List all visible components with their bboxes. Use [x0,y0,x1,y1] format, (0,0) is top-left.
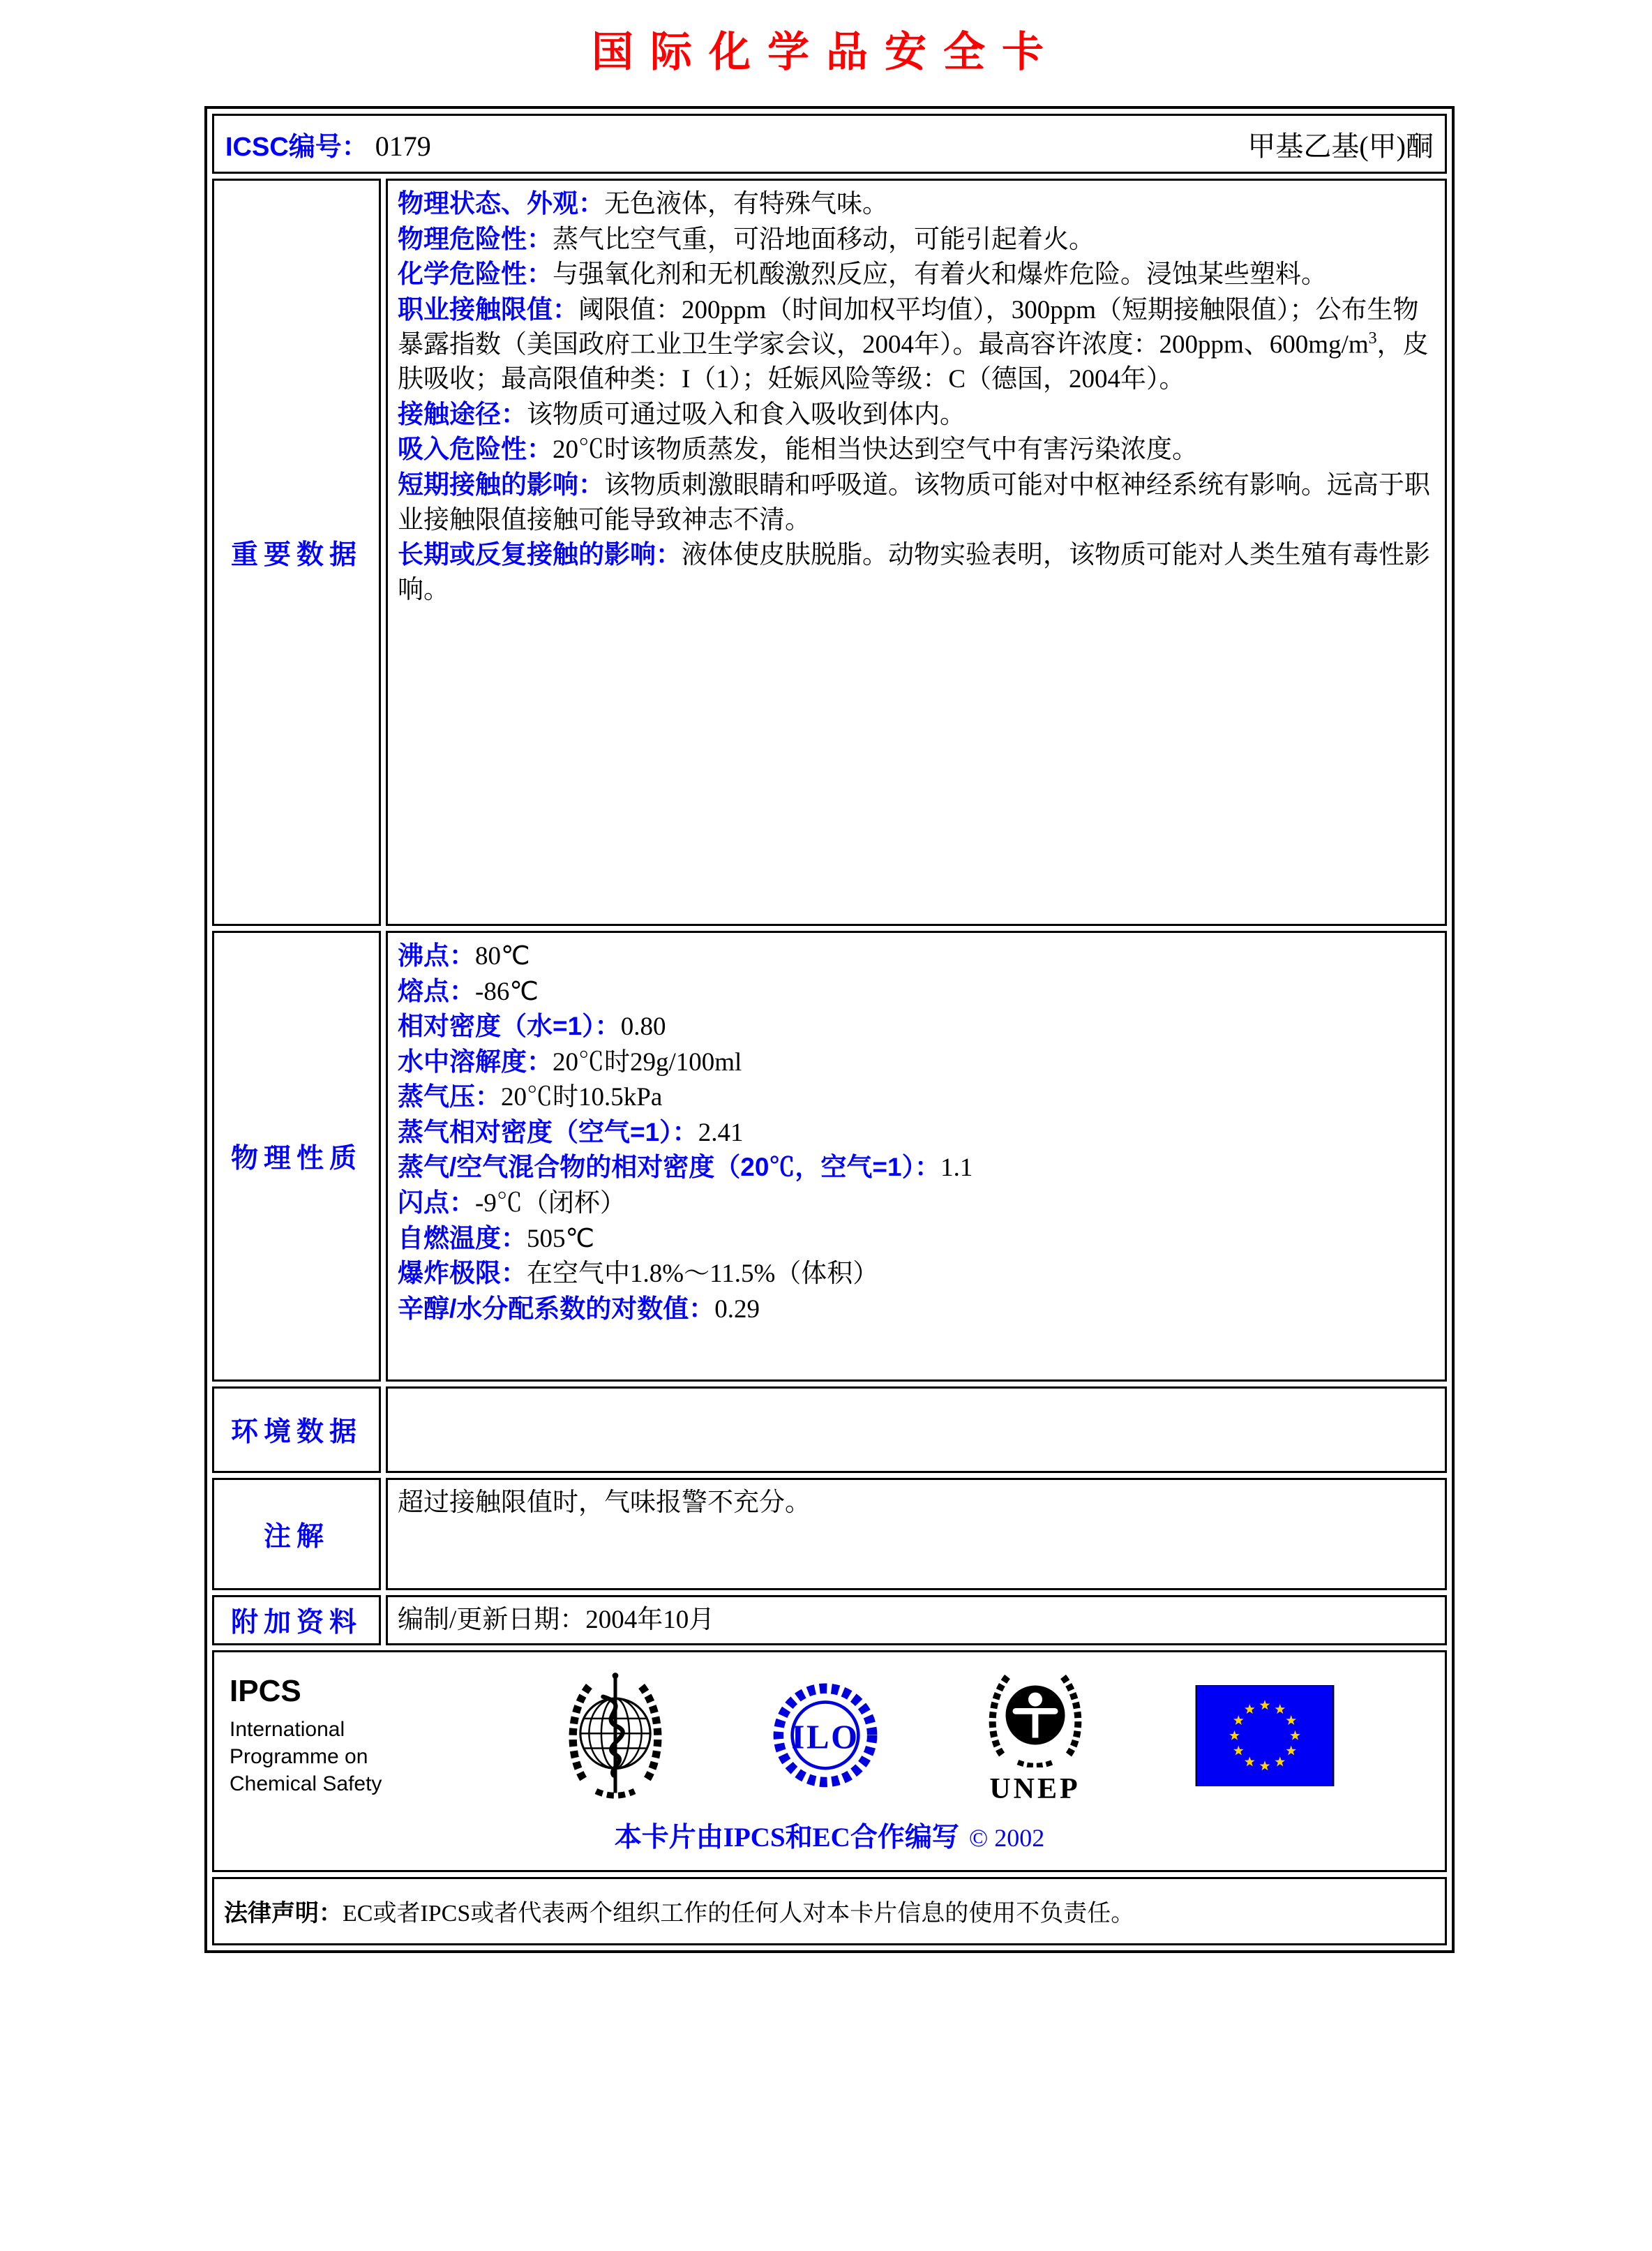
legal-text: EC或者IPCS或者代表两个组织工作的任何人对本卡片信息的使用不负责任。 [343,1901,1135,1927]
section-label-additional-info: 附加资料 [212,1595,381,1645]
ipcs-acronym: IPCS [230,1674,301,1709]
section-label-notes: 注解 [212,1478,381,1590]
field-occupational-limits: 职业接触限值：阈限值：200ppm（时间加权平均值），300ppm（短期接触限值）；公布生物暴露指数（美国政府工业卫生学家会议，2004年）。最高容许浓度：200ppm、$600mg/m^3$，皮肤吸收；最高限值种类：I（1）；妊娠风险等级：C（德国，2004年）。 [398,294,1429,394]
icsc-card-table [204,106,1455,1953]
prop-explosive-limits: 爆炸极限：在空气中1.8%～11.5%（体积） [398,1259,879,1289]
physical-properties-row [212,931,1447,1382]
section-label-environmental-data: 环境数据 [212,1386,381,1473]
logo-row [214,1662,1445,1806]
icsc-card-page [0,21,1652,2251]
credit-line [214,1816,1445,1855]
field-long-term-effects: 长期或反复接触的影响：液体使皮肤脱脂。动物实验表明，该物质可能对人类生殖有毒性影响。 [398,540,1430,604]
additional-info-text: 编制/更新日期：2004年10月 [398,1606,715,1634]
important-data-content [386,179,1447,926]
header-row [212,114,1447,174]
credit-text: 本卡片由IPCS和EC合作编写 [614,1822,959,1853]
unep-label: UNEP [989,1772,1081,1805]
field-physical-state: 物理状态、外观：无色液体，有特殊气味。 [398,189,888,218]
ilo-emblem-icon [770,1678,880,1793]
prop-relative-density: 相对密度（水=1）：0.80 [398,1012,666,1042]
header-cell [212,114,1447,174]
substance-name: 甲基乙基(甲)酮 [1247,130,1434,162]
prop-boiling-point: 沸点：80℃ [398,941,530,971]
unep-emblem-icon [983,1666,1088,1767]
notes-content [386,1478,1447,1590]
prop-vapor-relative-density: 蒸气相对密度（空气=1）：2.41 [398,1117,744,1147]
prop-melting-point: 熔点：-86℃ [398,976,539,1006]
organizations-cell [212,1650,1447,1872]
field-inhalation-risk: 吸入危险性：20℃时该物质蒸发，能相当快达到空气中有害污染浓度。 [398,435,1198,465]
additional-info-content [386,1595,1447,1645]
notes-row [212,1478,1447,1590]
prop-flash-point: 闪点：-9℃（闭杯） [398,1188,626,1218]
environmental-data-content [386,1386,1447,1473]
important-data-row [212,179,1447,926]
eu-flag-icon [1189,1685,1340,1786]
field-short-term-effects: 短期接触的影响：该物质刺激眼睛和呼吸道。该物质可能对中枢神经系统有影响。远高于职业接触限值接触可能导致神志不清。 [398,470,1430,534]
prop-octanol-water-partition: 辛醇/水分配系数的对数值：0.29 [398,1294,760,1324]
field-physical-hazard: 物理危险性：蒸气比空气重，可沿地面移动，可能引起着火。 [398,224,1095,254]
copyright-text: © 2002 [968,1823,1045,1852]
ipcs-name-line: Chemical Safety [230,1772,382,1796]
icsc-number-label: ICSC编号： [225,132,368,162]
ilo-letters: ILO [791,1718,859,1756]
section-label-important-data: 重要数据 [212,179,381,926]
icsc-number-value: 0179 [375,130,431,162]
ipcs-text-block [230,1674,460,1797]
prop-vapor-air-mixture-density: 蒸气/空气混合物的相对密度（20℃，空气=1）：1.1 [398,1153,973,1183]
legal-row [212,1877,1447,1945]
ipcs-name-line: International [230,1718,345,1742]
page-title: 国际化学品安全卡 [592,29,1060,75]
additional-info-row [212,1595,1447,1645]
physical-properties-content [386,931,1447,1382]
field-chemical-hazard: 化学危险性：与强氧化剂和无机酸激烈反应，有着火和爆炸危险。浸蚀某些塑料。 [398,260,1327,290]
field-exposure-routes: 接触途径：该物质可通过吸入和食入吸收到体内。 [398,399,966,429]
organizations-row [212,1650,1447,1872]
section-label-physical-properties: 物理性质 [212,931,381,1382]
legal-cell [212,1877,1447,1945]
who-emblem-icon [562,1670,668,1802]
superscript-3: 3 [1368,329,1377,348]
legal-label: 法律声明： [224,1900,343,1927]
prop-water-solubility: 水中溶解度：20℃时29g/100ml [398,1047,742,1077]
unep-block [983,1666,1088,1806]
environmental-data-row [212,1386,1447,1473]
prop-vapor-pressure: 蒸气压：20℃时10.5kPa [398,1082,663,1112]
ipcs-name-line: Programme on [230,1745,368,1769]
icsc-number-group [225,125,431,163]
notes-text: 超过接触限值时，气味报警不充分。 [398,1488,811,1517]
prop-autoignition-temperature: 自燃温度：505℃ [398,1223,595,1253]
